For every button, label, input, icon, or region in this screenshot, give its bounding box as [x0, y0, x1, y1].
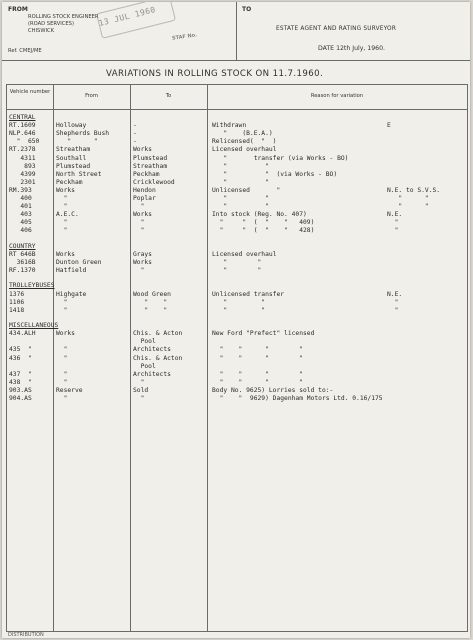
variation-reason: " " [212, 306, 266, 314]
variation-reason: Withdrawn [212, 122, 247, 130]
variation-reason: " " [212, 258, 262, 266]
variation-code: " " [387, 195, 429, 202]
to-depot: Wood Green [133, 290, 171, 298]
from-depot: Hatfield [56, 267, 87, 275]
vehicle-number: 400 [9, 195, 32, 202]
to-depot: - [133, 138, 137, 146]
to-depot: Works [133, 146, 152, 154]
from-depot: " [56, 370, 68, 378]
variation-reason: Licensed overhaul [212, 146, 277, 154]
variation-reason: Body No. 9625) Lorries sold to:- [212, 386, 334, 394]
from-label: FROM [8, 6, 28, 13]
from-depot: " [56, 203, 68, 211]
variation-code: " [387, 298, 399, 306]
to-depot: Chis. & Acton [133, 354, 183, 362]
from-line-2: (ROAD SERVICES) [28, 21, 74, 27]
to-depot: Streatham [133, 162, 168, 170]
vehicle-number: 1106 [9, 298, 25, 306]
variation-reason: " transfer (via Works - BO) [212, 154, 349, 162]
vehicle-number: 4399 [9, 170, 36, 178]
from-depot: " [56, 354, 68, 362]
vehicle-number: 1376 [9, 290, 25, 298]
from-depot: Works [56, 186, 75, 194]
section-heading: CENTRAL [9, 114, 36, 121]
stamp-note: STAF No. [171, 32, 198, 42]
variation-reason: Into stock (Reg. No. 407) [212, 211, 307, 219]
stamp-date: 13 JUL 1960 [97, 5, 157, 28]
variation-code: " [387, 306, 399, 314]
document-sheet [2, 2, 470, 638]
from-depot: Shepherds Bush [56, 130, 110, 138]
from-depot: Highgate [56, 290, 87, 298]
distribution-label: DISTRIBUTION [8, 632, 44, 638]
vehicle-number: 403 [9, 211, 32, 219]
to-label: TO [242, 6, 252, 13]
to-depot: " [133, 378, 145, 386]
to-depot: " [133, 219, 145, 227]
vehicle-number: RM.393 [9, 186, 32, 194]
variation-code: " " [387, 203, 429, 211]
from-depot: Works [56, 330, 75, 338]
vehicle-number: RT.2378 [9, 146, 36, 154]
vehicle-number: 435 " [9, 346, 32, 354]
variation-code: " [387, 227, 399, 235]
vehicle-number: 405 [9, 219, 32, 227]
memo-header [2, 2, 470, 61]
vehicle-number: RT.1609 [9, 122, 36, 130]
variations-table [6, 84, 468, 632]
from-depot: " [56, 378, 68, 386]
variation-reason: " " [212, 203, 269, 211]
reference-number: Ref. CMEJ/ME [8, 48, 42, 54]
variation-reason: " " 9629) Dagenham Motors Ltd. 0.16/175 [212, 395, 383, 403]
column-header-reason: Reason for variation [310, 93, 364, 99]
variation-reason: " " " " [212, 370, 303, 378]
variation-reason: Unlicensed transfer [212, 290, 285, 298]
variation-reason: " " ( " " 409) [212, 219, 315, 227]
vehicle-number: 893 [9, 162, 36, 170]
to-depot: Plumstead [133, 154, 168, 162]
variation-code: N.E. [387, 211, 403, 219]
variation-reason: " (B.E.A.) [212, 130, 273, 138]
vehicle-number: RF.1370 [9, 267, 36, 275]
variation-code: N.E. [387, 290, 403, 298]
column-divider [207, 85, 208, 631]
to-depot: Works [133, 211, 152, 219]
to-depot: Architects [133, 370, 171, 378]
from-depot: " [56, 195, 68, 202]
vehicle-number: 406 [9, 227, 32, 235]
vehicle-number: 434.ALH [9, 330, 36, 338]
column-header-to: To [165, 93, 172, 99]
from-line-1: ROLLING STOCK ENGINEER [28, 14, 99, 20]
to-depot: Pool [133, 338, 156, 346]
from-depot: Dunton Green [56, 258, 102, 266]
from-block [28, 14, 99, 35]
variation-reason: " " (via Works - BO) [212, 170, 338, 178]
from-depot: Reserve [56, 386, 83, 394]
variation-reason: " " ( " " 428) [212, 227, 315, 235]
to-depot: " " [133, 306, 168, 314]
to-depot: " [133, 203, 145, 211]
memo-date: DATE 12th July, 1960. [318, 45, 386, 52]
variation-reason: " " " " [212, 346, 303, 354]
from-depot: " [56, 395, 68, 403]
variation-reason: Licensed overhaul [212, 250, 277, 258]
variation-reason: " " [212, 162, 269, 170]
variation-reason: " " " " [212, 378, 303, 386]
section-heading: COUNTRY [9, 242, 36, 250]
to-depot: Cricklewood [133, 178, 175, 186]
vehicle-number: 903.AS [9, 386, 32, 394]
to-depot: Hendon [133, 186, 156, 194]
from-depot: " [56, 306, 68, 314]
variation-code: N.E. to S.V.S. [387, 186, 441, 194]
from-depot: Peckham [56, 178, 83, 186]
column-header-from: From [85, 93, 98, 99]
from-line-3: CHISWICK [28, 28, 55, 34]
variation-reason: " " [212, 267, 262, 275]
vehicle-number: 436 " [9, 354, 32, 362]
vehicle-number: 437 " [9, 370, 32, 378]
from-depot: Plumstead [56, 162, 91, 170]
variation-code: E [387, 122, 391, 130]
variation-reason: " " [212, 195, 269, 202]
from-depot: North Street [56, 170, 102, 178]
to-depot: Pool [133, 362, 156, 370]
to-depot: Peckham [133, 170, 160, 178]
to-depot: " " [133, 298, 168, 306]
vehicle-number: 1418 [9, 306, 25, 314]
from-depot: " [56, 346, 68, 354]
variation-code: " [387, 219, 399, 227]
from-depot: " " [56, 138, 98, 146]
header-separator [7, 109, 467, 110]
to-depot: Chis. & Acton [133, 330, 183, 338]
vehicle-number: 3616B [9, 258, 36, 266]
to-depot: " [133, 227, 145, 235]
to-depot: Sold [133, 386, 149, 394]
from-depot: A.E.C. [56, 211, 79, 219]
from-depot: " [56, 298, 68, 306]
to-depot: Architects [133, 346, 171, 354]
section-heading: MISCELLANEOUS [9, 322, 59, 330]
vehicle-number: 2301 [9, 178, 36, 186]
to-recipient: ESTATE AGENT AND RATING SURVEYOR [276, 26, 397, 32]
vehicle-number: 904.AS [9, 395, 32, 403]
column-divider [130, 85, 131, 631]
column-header-vehicle: Vehicle number [9, 89, 51, 95]
vehicle-number: 438 " [9, 378, 32, 386]
to-depot: - [133, 122, 137, 130]
vehicle-number: 4311 [9, 154, 36, 162]
to-depot: Works [133, 258, 152, 266]
from-depot: " [56, 219, 68, 227]
from-depot: " [56, 227, 68, 235]
to-depot: " [133, 267, 145, 275]
header-divider [236, 2, 237, 60]
to-depot: Poplar [133, 195, 156, 202]
from-depot: Southall [56, 154, 87, 162]
variation-reason: Unlicensed " [212, 186, 281, 194]
column-divider [53, 85, 54, 631]
variation-reason: Relicensed( " ) [212, 138, 277, 146]
from-depot: Works [56, 250, 75, 258]
to-depot: Grays [133, 250, 152, 258]
to-depot: - [133, 130, 137, 138]
variation-reason: " " [212, 178, 269, 186]
vehicle-number: RT 646B [9, 250, 36, 258]
vehicle-number: NLP.646 [9, 130, 36, 138]
from-depot: Holloway [56, 122, 87, 130]
variation-reason: New Ford "Prefect" licensed [212, 330, 315, 338]
variation-reason: " " " " [212, 354, 303, 362]
vehicle-number: 401 [9, 203, 32, 211]
to-depot: " [133, 395, 145, 403]
section-heading: TROLLEYBUSES [9, 282, 55, 290]
variation-reason: " " [212, 298, 266, 306]
vehicle-number: " 650 [9, 138, 40, 146]
from-depot: Streatham [56, 146, 91, 154]
document-title: VARIATIONS IN ROLLING STOCK ON 11.7.1960. [106, 69, 324, 79]
